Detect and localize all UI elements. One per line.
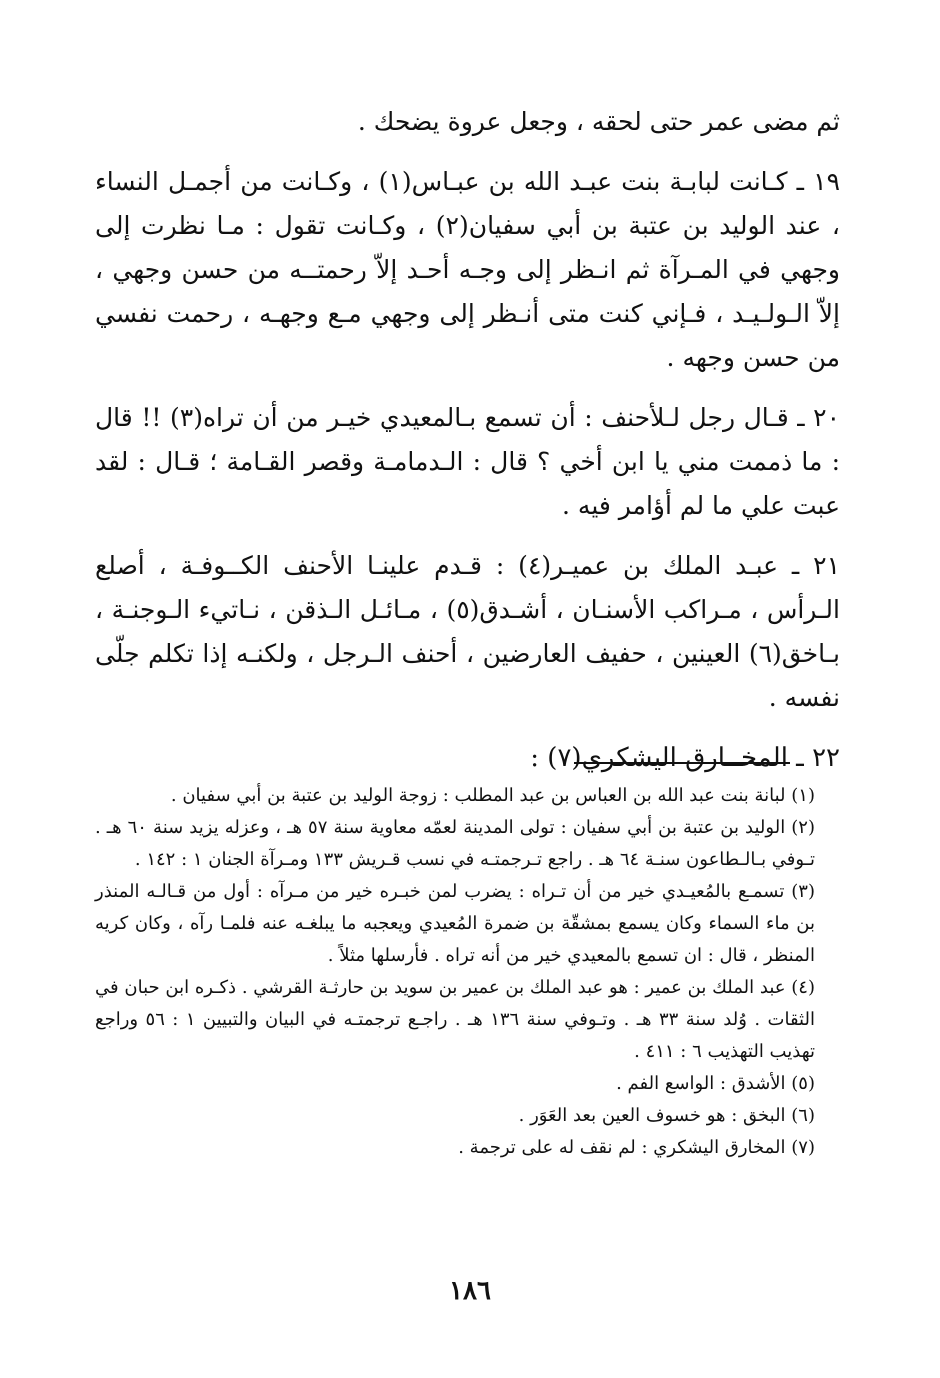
- footnote-divider: [574, 762, 790, 764]
- footnote-3: (٣) تسمـع بالمُعيـدي خير من أن تـراه : يضرب لمن خبـره خير من مـرآه : أول من قـالـه المنذر بن ماء السماء وكان يسمع بمشقّة بن ضمرة المُعيدي ويعجبه ما يبلغـه عنه فلمـا رآه ، وكان كريه المنظر ، قال : ان تسمع بالمعيدي خير من أنه تراه . فأرسلها مثلاً .: [95, 881, 815, 966]
- footnote-1: (١) لبانة بنت عبد الله بن العباس بن عبد المطلب : زوجة الوليد بن عتبة بن أبي سفيان .: [170, 785, 815, 806]
- footnote-4: (٤) عبد الملك بن عمير : هو عبد الملك بن عمير بن سويد بن حارثـة القرشي . ذكـره ابن حبان في الثقات . وُلد سنة ٣٣ هـ . وتـوفي سنة ١٣٦ هـ . راجـع ترجمتـه في البيان والتبيين ١ : ٥٦ وراجع تهذيب التهذيب ٦ : ٤١١ .: [95, 977, 815, 1062]
- main-text: [95, 100, 840, 796]
- footnotes: [95, 780, 815, 1164]
- footnote-7: (٧) المخارق اليشكري : لم نقف له على ترجمة .: [458, 1137, 815, 1158]
- intro-line: ثم مضى عمر حتى لحقه ، وجعل عروة يضحك .: [357, 107, 840, 136]
- heading-22: ٢٢ ـ المخــارق اليشكري(٧) :: [530, 743, 840, 773]
- paragraph-21: ٢١ ـ عبـد الملك بن عميـر(٤) : قـدم علينـا الأحنف الكــوفـة ، أصلع الـرأس ، مـراكب الأسنـان ، أشـدق(٥) ، مـائـل الـذقن ، نـاتيء الـوجنـة ، بـاخق(٦) العينين ، حفيف العارضين ، أحنف الـرجل ، ولكنـه إذا تكلم جلّى نفسه .: [95, 551, 840, 712]
- page-number: ١٨٦: [449, 1276, 491, 1306]
- paragraph-19: ١٩ ـ كـانت لبابـة بنت عبـد الله بن عبـاس(١) ، وكـانت من أجمـل النساء ، عند الوليد بن عتبة بن أبي سفيان(٢) ، وكـانت تقول : مـا نظرت إلى وجهي في المـرآة ثم انـظر إلى وجـه أحـد إلاّ رحمتــه من حسن وجهي ، إلاّ الـولـيـد ، فـإني كنت متى أنـظر إلى وجهي مـع وجهـه ، رحمت نفسي من حسن وجهه .: [95, 167, 841, 372]
- paragraph-20: ٢٠ ـ قـال رجل لـلأحنف : أن تسمع بـالمعيدي خيـر من أن تراه(٣) !! قال : ما ذممت مني يا ابن أخي ؟ قال : الـدمامـة وقصر القـامة ؛ قـال : لقد عبت علي ما لم أؤامر فيه .: [95, 403, 840, 520]
- footnote-5: (٥) الأشدق : الواسع الفم .: [616, 1073, 815, 1094]
- footnote-2: (٢) الوليد بن عتبة بن أبي سفيان : تولى المدينة لعمّه معاوية سنة ٥٧ هـ ، وعزله يزيد سنة ٦٠ هـ . تـوفي بـالـطاعون سنـة ٦٤ هـ . راجع تـرجمتـه في نسب قـريش ١٣٣ ومـرآة الجنان ١ : ١٤٢ .: [95, 817, 815, 870]
- footnote-6: (٦) البخق : هو خسوف العين بعد العَوَر .: [518, 1105, 815, 1126]
